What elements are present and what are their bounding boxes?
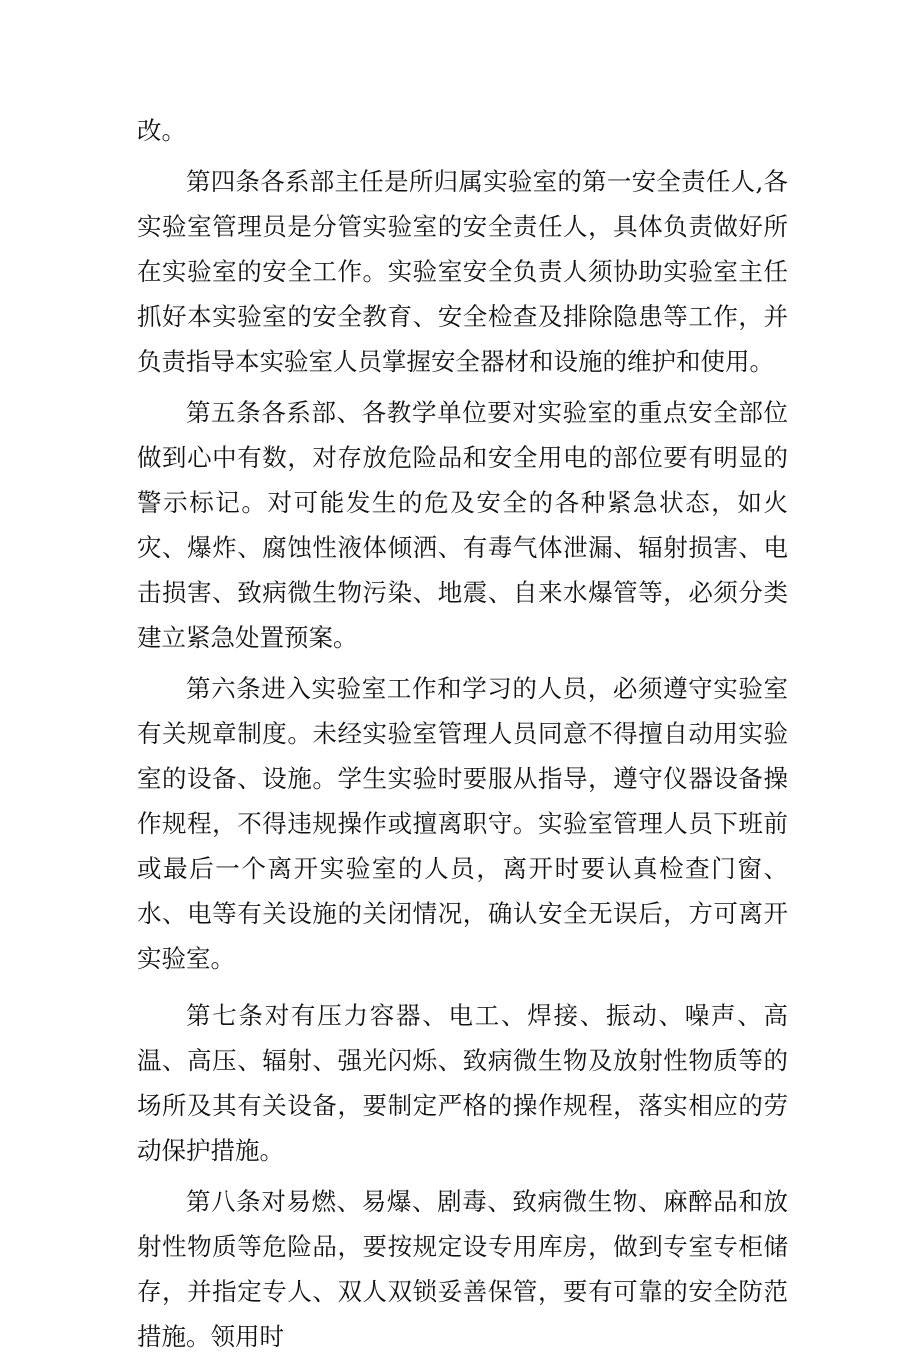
paragraph-article-8: 第八条对易燃、易爆、剧毒、致病微生物、麻醉品和放射性物质等危险品，要按规定设专用库房，做到专室专柜储存，并指定专人、双人双锁妥善保管，要有可靠的安全防范措施。领用时 — [137, 1187, 788, 1351]
paragraph-continuation: 改。 — [137, 116, 186, 145]
paragraph-article-6: 第六条进入实验室工作和学习的人员，必须遵守实验室有关规章制度。未经实验室管理人员同意不得擅自动用实验室的设备、设施。学生实验时要服从指导，遵守仪器设备操作规程，不得违规操作或擅离职守。实验室管理人员下班前或最后一个离开实验室的人员，离开时要认真检查门窗、水、电等有关设施的关闭情况，确认安全无误后，方可离开实验室。 — [137, 674, 788, 973]
paragraph-article-5: 第五条各系部、各教学单位要对实验室的重点安全部位做到心中有数，对存放危险品和安全用电的部位要有明显的警示标记。对可能发生的危及安全的各种紧急状态，如火灾、爆炸、腐蚀性液体倾洒、有毒气体泄漏、辐射损害、电击损害、致病微生物污染、地震、自来水爆管等，必须分类建立紧急处置预案。 — [137, 398, 788, 652]
paragraph-article-7: 第七条对有压力容器、电工、焊接、振动、噪声、高温、高压、辐射、强光闪烁、致病微生物及放射性物质等的场所及其有关设备，要制定严格的操作规程，落实相应的劳动保护措施。 — [137, 1001, 788, 1165]
paragraph-article-4: 第四条各系部主任是所归属实验室的第一安全责任人,各实验室管理员是分管实验室的安全责任人，具体负责做好所在实验室的安全工作。实验室安全负责人须协助实验室主任抓好本实验室的安全教育、安全检查及排除隐患等工作，并负责指导本实验室人员掌握安全器材和设施的维护和使用。 — [137, 167, 788, 376]
